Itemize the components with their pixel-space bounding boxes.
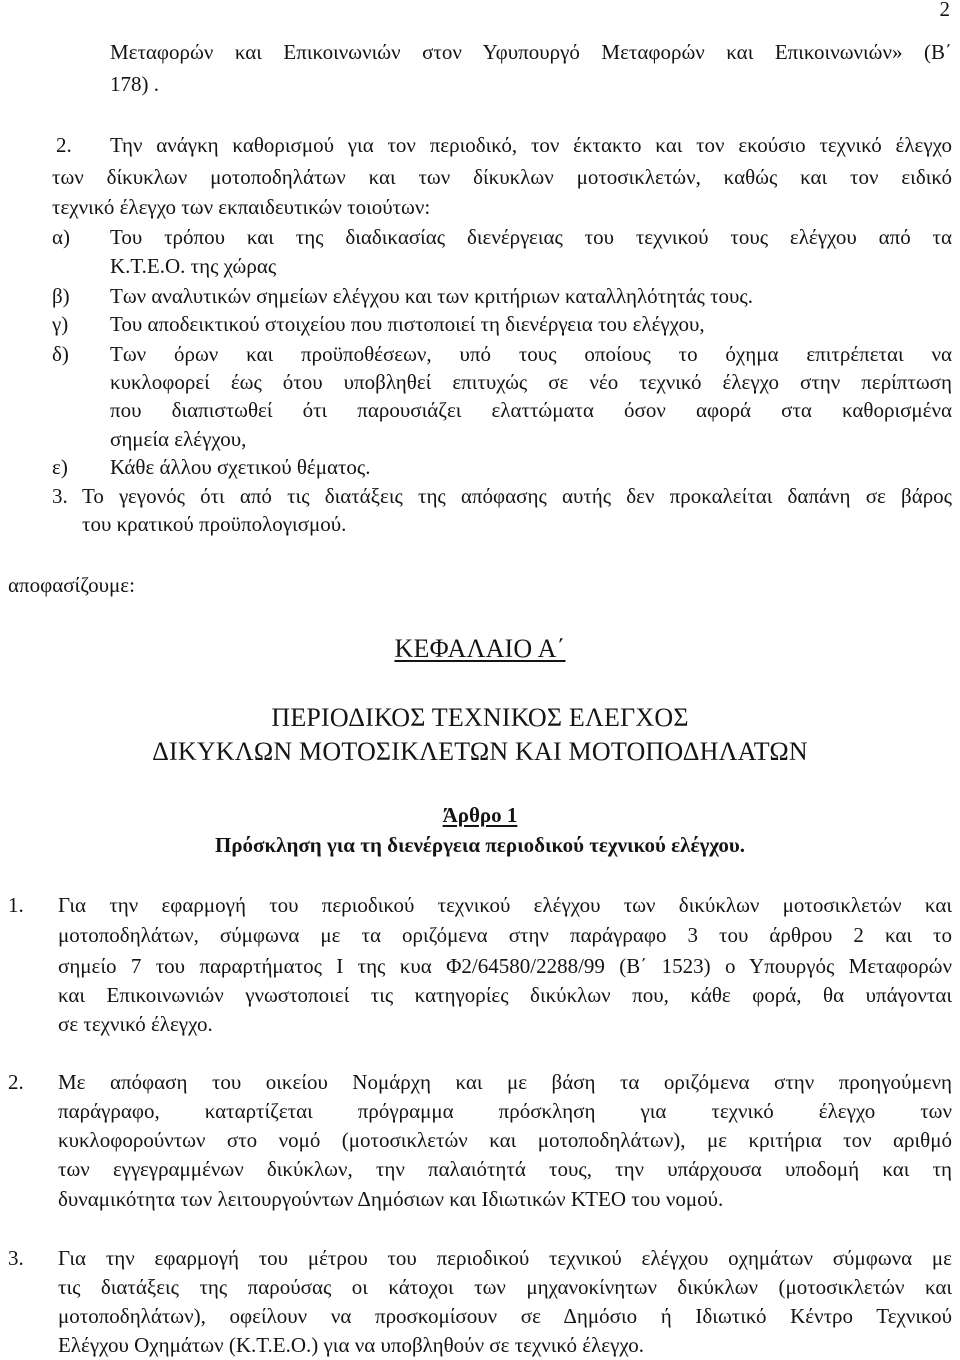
page-number: 2 [939,0,950,21]
subitem-label: α) [52,225,70,249]
paragraph-line: δυναμικότητα των λειτουργούντων Δημόσιων και Ιδιωτικών ΚΤΕΟ του νομού. [58,1187,724,1211]
subitem-line: Του αποδεικτικού στοιχείου που πιστοποιεί τη διενέργεια του ελέγχου, [110,312,705,336]
chapter-heading-line: ΔΙΚΥΚΛΩΝ ΜΟΤΟΣΙΚΛΕΤΩΝ ΚΑΙ ΜΟΤΟΠΟΔΗΛΑΤΩΝ [152,737,808,766]
paragraph-line: Ελέγχου Οχημάτων (Κ.Τ.Ε.Ο.) για να υποβληθούν σε τεχνικό έλεγχο. [58,1333,645,1357]
paragraph-line: των εγγεγραμμένων δικύκλων, την παλαιότητά τους, την υπάρχουσα υποδομή και τη [58,1157,952,1181]
item-number: 2. [56,133,72,157]
item-number: 3. [52,484,68,508]
decision-text: αποφασίζουμε: [8,573,135,597]
paragraph-line: και Επικοινωνιών γνωστοποιεί τις κατηγορίες δικύκλων που, κάθε φορά, θα υπάγονται [58,983,952,1007]
paragraph-line: μοτοποδηλάτων, σύμφωνα με τα οριζόμενα στην παράγραφο 3 του άρθρου 2 και το [58,923,952,947]
subitem-line: κυκλοφορεί έως ότου υποβληθεί επιτυχώς σε νέο τεχνικό έλεγχο στην περίπτωση [110,370,952,394]
paragraph-number: 3. [8,1246,24,1270]
subitem-label: γ) [52,312,69,336]
paragraph-line: Την ανάγκη καθορισμού για τον περιοδικό, τον έκτακτο και τον εκούσιο τεχνικό έλεγχο [110,133,952,157]
paragraph-line: παράγραφο, καταρτίζεται πρόγραμμα πρόσκληση για τεχνικό έλεγχο των [58,1099,952,1123]
article-number [0,802,960,828]
article-title: Πρόσκληση για τη διενέργεια περιοδικού τεχνικού ελέγχου. [214,833,746,857]
subitem-label: δ) [52,342,69,366]
paragraph-line: τεχνικό έλεγχο των εκπαιδευτικών τοιούτων: [52,195,431,219]
subitem-line: Των όρων και προϋποθέσεων, υπό τους οποίους το όχημα επιτρέπεται να [110,342,952,366]
paragraph-number: 2. [8,1070,24,1094]
chapter-heading-line: ΠΕΡΙΟΔΙΚΟΣ ΤΕΧΝΙΚΟΣ ΕΛΕΓΧΟΣ [271,703,689,732]
paragraph-line: Για την εφαρμογή του περιοδικού τεχνικού ελέγχου των δικύκλων μοτοσικλετών και [58,893,952,917]
subitem-line: Κάθε άλλου σχετικού θέματος. [110,455,371,479]
paragraph-line: Για την εφαρμογή του μέτρου του περιοδικού τεχνικού ελέγχου οχημάτων σύμφωνα με [58,1246,952,1270]
subitem-line: Των αναλυτικών σημείων ελέγχου και των κριτήριων καταλληλότητάς τους. [110,284,754,308]
chapter-title-text: ΚΕΦΑΛΑΙΟ Α΄ [394,634,566,663]
subitem-line: Του τρόπου και της διαδικασίας διενέργειας του τεχνικού τους ελέγχου από τα [110,225,952,249]
paragraph-line: Το γεγονός ότι από τις διατάξεις της απόφασης αυτής δεν προκαλείται δαπάνη σε βάρος [82,484,952,508]
paragraph-line: σημείο 7 του παραρτήματος Ι της κυα Φ2/64580/2288/99 (Β΄ 1523) ο Υπουργός Μεταφορών [58,954,952,978]
paragraph-line: κυκλοφορούντων στο νομό (μοτοσικλετών και μοτοποδηλάτων), με κριτήρια τον αριθμό [58,1128,952,1152]
subitem-label: β) [52,284,70,308]
subitem-line: σημεία ελέγχου, [110,427,247,451]
intro-line: Μεταφορών και Επικοινωνιών στον Υφυπουργό Μεταφορών και Επικοινωνιών» (Β΄ [110,40,952,64]
article-number-text: Άρθρο 1 [442,803,518,827]
paragraph-number: 1. [8,893,24,917]
subitem-line: που διαπιστωθεί ότι παρουσιάζει ελαττώματα όσον αφορά στα καθορισμένα [110,398,952,422]
paragraph-line: των δίκυκλων μοτοποδηλάτων και των δίκυκλων μοτοσικλετών, καθώς και τον ειδικό [52,165,952,189]
paragraph-line: τις διατάξεις της παρούσας οι κάτοχοι των μηχανοκίνητων δικύκλων (μοτοσικλετών και [58,1275,952,1299]
paragraph-line: μοτοποδηλάτων), οφείλουν να προσκομίσουν σε Δημόσιο ή Ιδιωτικό Κέντρο Τεχνικού [58,1304,952,1328]
paragraph-line: του κρατικού προϋπολογισμού. [82,512,347,536]
subitem-label: ε) [52,455,68,479]
chapter-title [0,634,960,664]
paragraph-line: σε τεχνικό έλεγχο. [58,1012,213,1036]
subitem-line: Κ.Τ.Ε.Ο. της χώρας [110,254,277,278]
intro-line: 178) . [110,72,159,96]
paragraph-line: Με απόφαση του οικείου Νομάρχη και με βάση τα οριζόμενα στην προηγούμενη [58,1070,952,1094]
